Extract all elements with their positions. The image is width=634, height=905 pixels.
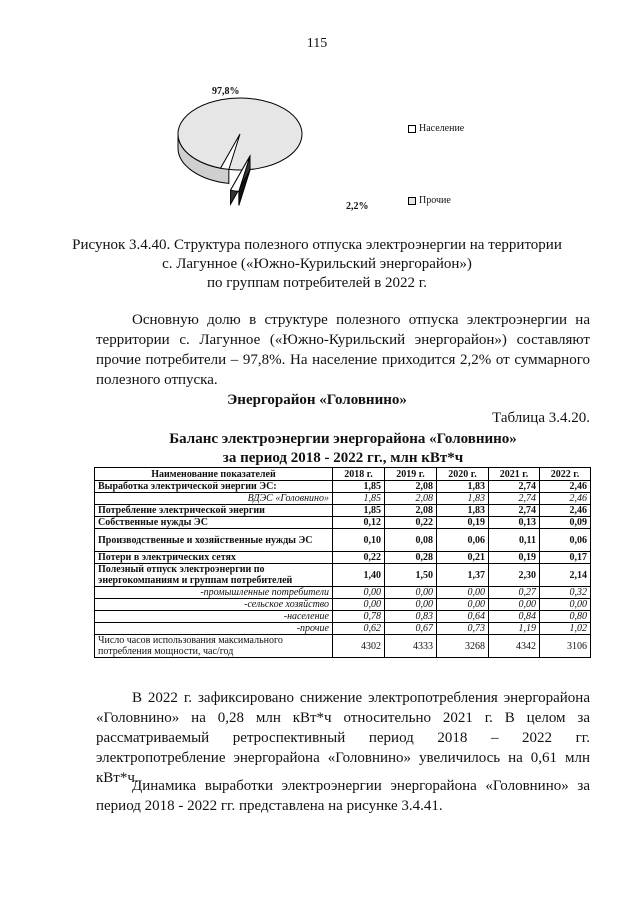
cell-value: 2,46 bbox=[540, 505, 591, 517]
table-row bbox=[95, 529, 591, 552]
cell-value: 0,00 bbox=[385, 587, 437, 599]
cell-value: 4302 bbox=[333, 635, 385, 658]
table-row bbox=[95, 517, 591, 529]
cell-value: 4333 bbox=[385, 635, 437, 658]
cell-value: 0,19 bbox=[489, 552, 540, 564]
table-row bbox=[95, 493, 591, 505]
cell-value: 0,00 bbox=[437, 587, 489, 599]
table-row bbox=[95, 635, 591, 658]
cell-value: 2,08 bbox=[385, 505, 437, 517]
cell-value: 0,00 bbox=[333, 599, 385, 611]
cell-value: 2,46 bbox=[540, 481, 591, 493]
page-number: 115 bbox=[306, 36, 328, 51]
row-name: -сельское хозяйство bbox=[95, 599, 333, 611]
paragraph-decrease-text: В 2022 г. зафиксировано снижение электропотребления энергорайона «Головнино» на 0,28 млн кВт*ч относительно 2021 г. В целом за рассматриваемый ретроспективный период 2018 – 2022 гг. электропотребление энергорайона «Головнино» увеличилось на 0,61 млн кВт*ч. bbox=[96, 690, 590, 786]
table-row bbox=[95, 552, 591, 564]
table-row bbox=[95, 564, 591, 587]
cell-value: 0,84 bbox=[489, 611, 540, 623]
cell-value: 1,19 bbox=[489, 623, 540, 635]
paragraph-structure-text: Основную долю в структуре полезного отпуска электроэнергии на территории с. Лагунное («Южно-Курильский энергорайон») составляют прочие потребители – 97,8%. На население приходится 2,2% от суммарного полезного отпуска. bbox=[96, 312, 590, 388]
cell-value: 1,85 bbox=[333, 505, 385, 517]
table-title-line-2: за период 2018 - 2022 гг., млн кВт*ч bbox=[222, 450, 464, 466]
cell-value: 0,00 bbox=[333, 587, 385, 599]
cell-value: 4342 bbox=[489, 635, 540, 658]
header-2021: 2021 г. bbox=[489, 468, 540, 481]
cell-value: 0,73 bbox=[437, 623, 489, 635]
pie-label-others: 97,8% bbox=[212, 86, 240, 97]
legend-label-others: Прочие bbox=[419, 195, 451, 206]
cell-value: 2,08 bbox=[385, 481, 437, 493]
cell-value: 1,83 bbox=[437, 493, 489, 505]
cell-value: 0,00 bbox=[437, 599, 489, 611]
cell-value: 0,22 bbox=[385, 517, 437, 529]
cell-value: 0,67 bbox=[385, 623, 437, 635]
table-row bbox=[95, 505, 591, 517]
table-label: Таблица 3.4.20. bbox=[492, 410, 590, 426]
cell-value: 0,64 bbox=[437, 611, 489, 623]
cell-value: 3268 bbox=[437, 635, 489, 658]
paragraph-structure bbox=[96, 310, 590, 390]
cell-value: 0,27 bbox=[489, 587, 540, 599]
cell-value: 1,02 bbox=[540, 623, 591, 635]
header-name: Наименование показателей bbox=[95, 468, 333, 481]
row-name: -прочие bbox=[95, 623, 333, 635]
cell-value: 0,08 bbox=[385, 529, 437, 552]
legend-label-population: Население bbox=[419, 123, 465, 134]
cell-value: 1,83 bbox=[437, 481, 489, 493]
header-2022: 2022 г. bbox=[540, 468, 591, 481]
row-name: Потери в электрических сетях bbox=[95, 552, 333, 564]
cell-value: 0,11 bbox=[489, 529, 540, 552]
cell-value: 1,50 bbox=[385, 564, 437, 587]
row-name: -промышленные потребители bbox=[95, 587, 333, 599]
paragraph-decrease bbox=[96, 688, 590, 788]
table-title bbox=[96, 430, 590, 468]
cell-value: 0,06 bbox=[540, 529, 591, 552]
caption-line-3: по группам потребителей в 2022 г. bbox=[207, 275, 427, 291]
table-row bbox=[95, 481, 591, 493]
cell-value: 1,40 bbox=[333, 564, 385, 587]
header-2018: 2018 г. bbox=[333, 468, 385, 481]
row-name: Число часов использования максимального потребления мощности, час/год bbox=[95, 635, 333, 658]
table-header-row bbox=[95, 468, 591, 481]
table-row bbox=[95, 599, 591, 611]
cell-value: 2,30 bbox=[489, 564, 540, 587]
cell-value: 0,06 bbox=[437, 529, 489, 552]
cell-value: 0,19 bbox=[437, 517, 489, 529]
cell-value: 0,10 bbox=[333, 529, 385, 552]
row-name: -население bbox=[95, 611, 333, 623]
cell-value: 2,46 bbox=[540, 493, 591, 505]
cell-value: 0,17 bbox=[540, 552, 591, 564]
row-name: Полезный отпуск электроэнергии по энергокомпаниям и группам потребителей bbox=[95, 564, 333, 587]
table-row bbox=[95, 611, 591, 623]
cell-value: 0,78 bbox=[333, 611, 385, 623]
caption-line-2: с. Лагунное («Южно-Курильский энергорайон») bbox=[162, 256, 472, 272]
section-heading: Энергорайон «Головнино» bbox=[227, 392, 407, 408]
table-row bbox=[95, 587, 591, 599]
cell-value: 0,62 bbox=[333, 623, 385, 635]
balance-table bbox=[94, 467, 591, 658]
table-title-line-1: Баланс электроэнергии энергорайона «Головнино» bbox=[169, 431, 517, 447]
cell-value: 0,09 bbox=[540, 517, 591, 529]
row-name: Выработка электрической энергии ЭС: bbox=[95, 481, 333, 493]
cell-value: 0,32 bbox=[540, 587, 591, 599]
row-name: Потребление электрической энергии bbox=[95, 505, 333, 517]
legend-item-others bbox=[408, 195, 451, 206]
cell-value: 0,00 bbox=[489, 599, 540, 611]
cell-value: 3106 bbox=[540, 635, 591, 658]
header-2020: 2020 г. bbox=[437, 468, 489, 481]
paragraph-dynamics-text: Динамика выработки электроэнергии энергорайона «Головнино» за период 2018 - 2022 гг. представлена на рисунке 3.4.41. bbox=[96, 778, 590, 814]
pie-chart bbox=[160, 78, 340, 218]
cell-value: 0,80 bbox=[540, 611, 591, 623]
cell-value: 0,12 bbox=[333, 517, 385, 529]
cell-value: 0,13 bbox=[489, 517, 540, 529]
cell-value: 0,83 bbox=[385, 611, 437, 623]
cell-value: 2,74 bbox=[489, 481, 540, 493]
cell-value: 0,00 bbox=[385, 599, 437, 611]
cell-value: 2,14 bbox=[540, 564, 591, 587]
row-name: ВДЭС «Головнино» bbox=[95, 493, 333, 505]
cell-value: 2,08 bbox=[385, 493, 437, 505]
header-2019: 2019 г. bbox=[385, 468, 437, 481]
cell-value: 0,21 bbox=[437, 552, 489, 564]
pie-label-population: 2,2% bbox=[346, 201, 369, 212]
cell-value: 0,22 bbox=[333, 552, 385, 564]
cell-value: 0,00 bbox=[540, 599, 591, 611]
paragraph-dynamics bbox=[96, 776, 590, 816]
cell-value: 0,28 bbox=[385, 552, 437, 564]
cell-value: 1,85 bbox=[333, 493, 385, 505]
caption-line-1: Рисунок 3.4.40. Структура полезного отпуска электроэнергии на территории bbox=[72, 237, 562, 253]
row-name: Производственные и хозяйственные нужды ЭС bbox=[95, 529, 333, 552]
cell-value: 1,37 bbox=[437, 564, 489, 587]
legend-item-population bbox=[408, 123, 464, 134]
legend-swatch-others bbox=[408, 197, 416, 205]
pie-slice-others bbox=[178, 98, 302, 170]
cell-value: 1,83 bbox=[437, 505, 489, 517]
table-row bbox=[95, 623, 591, 635]
cell-value: 1,85 bbox=[333, 481, 385, 493]
figure-caption bbox=[60, 236, 574, 293]
cell-value: 2,74 bbox=[489, 505, 540, 517]
legend-swatch-population bbox=[408, 125, 416, 133]
row-name: Собственные нужды ЭС bbox=[95, 517, 333, 529]
cell-value: 2,74 bbox=[489, 493, 540, 505]
